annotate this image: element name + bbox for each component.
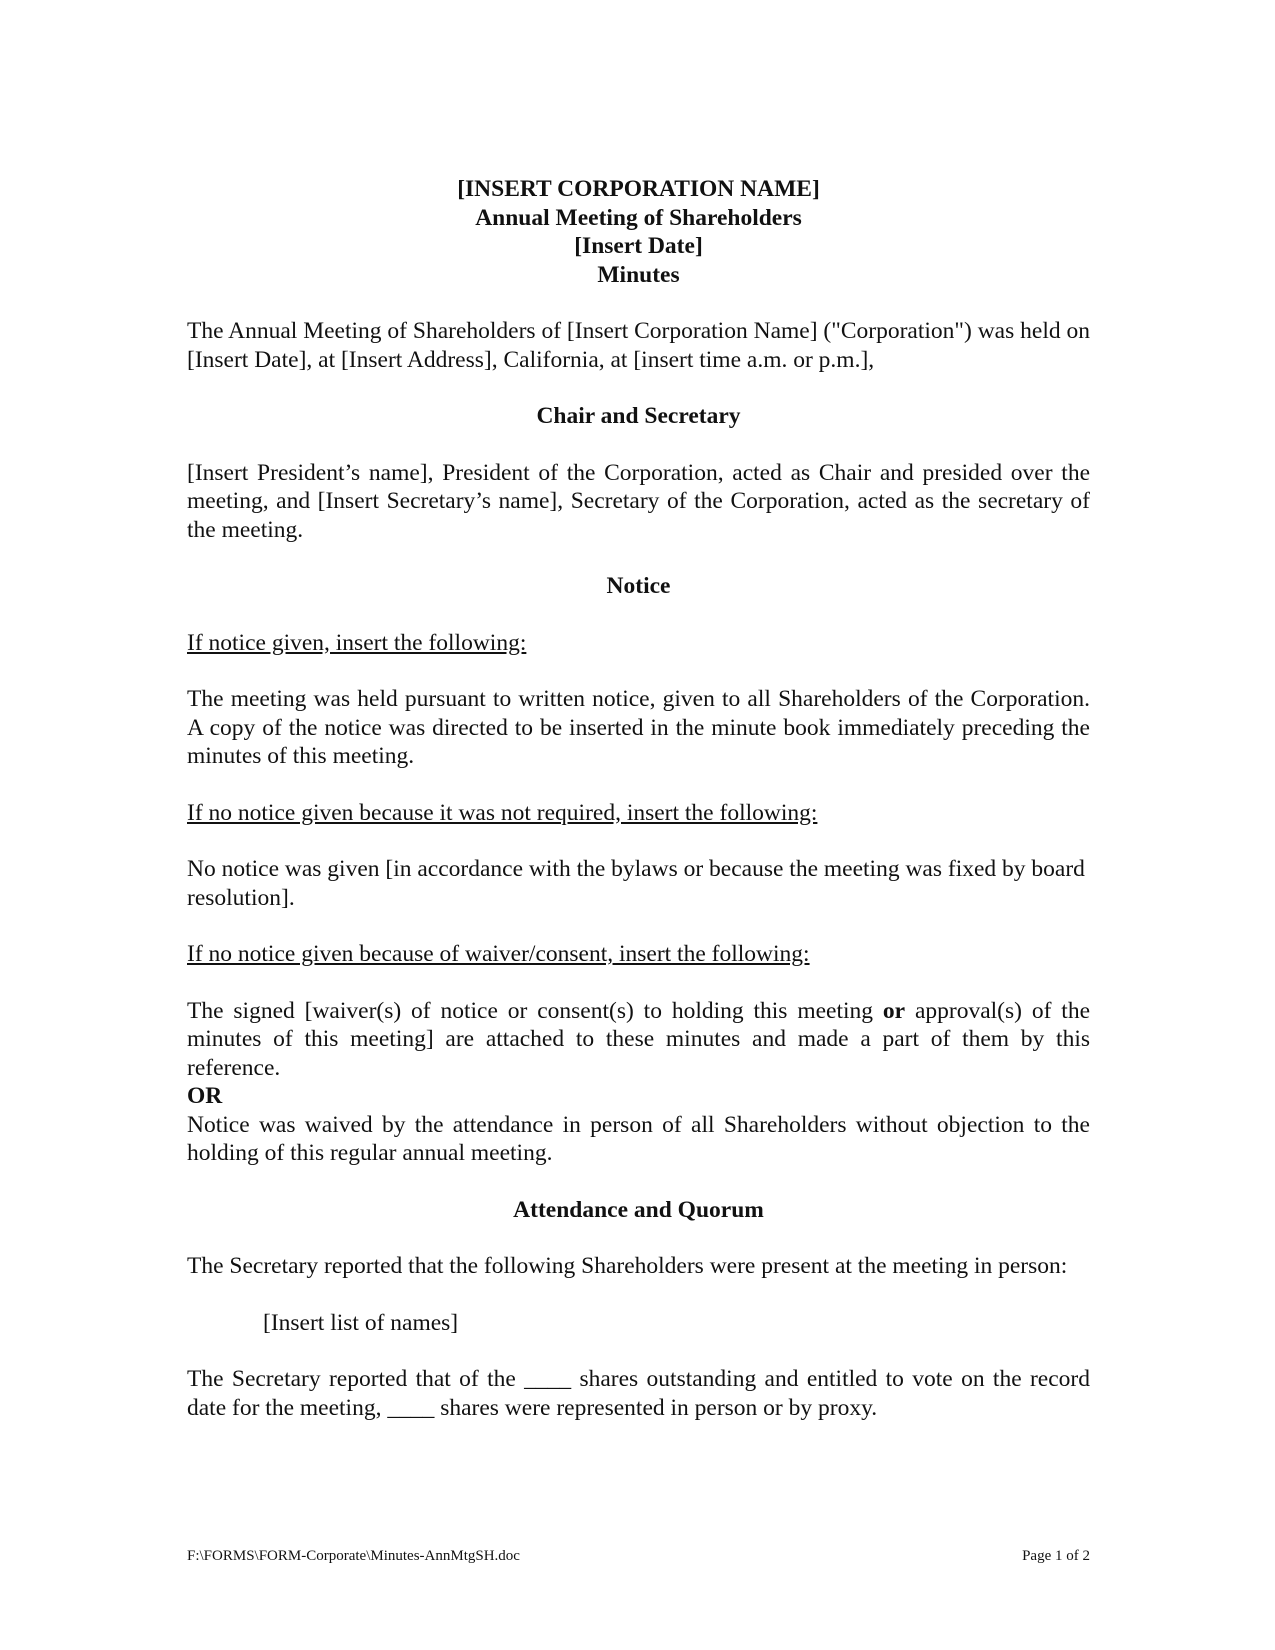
notice-given-instruction: If notice given, insert the following:	[187, 629, 527, 656]
waiver-text-part2: approval(s) of the minutes of this meeting] are attached to these minutes and made a part of them by this reference.	[187, 997, 1090, 1081]
waiver-text-or: or	[882, 997, 906, 1024]
notice-waiver-paragraph	[187, 997, 1090, 1083]
attendance-shares-paragraph: The Secretary reported that of the ____ shares outstanding and entitled to vote on the record date for the meeting, ____ shares were represented in person or by proxy.	[187, 1366, 1090, 1421]
notice-waived-paragraph: Notice was waived by the attendance in person of all Shareholders without objection to the holding of this regular annual meeting.	[187, 1111, 1090, 1166]
meeting-date: [Insert Date]	[574, 233, 703, 259]
notice-not-required-paragraph: No notice was given [in accordance with the bylaws or because the meeting was fixed by board resolution].	[187, 856, 1085, 911]
corporation-name: [INSERT CORPORATION NAME]	[457, 176, 820, 202]
waiver-text-part1: The signed [waiver(s) of notice or consent(s) to holding this meeting	[187, 997, 883, 1024]
meeting-title: Annual Meeting of Shareholders	[475, 204, 802, 231]
intro-paragraph: The Annual Meeting of Shareholders of [Insert Corporation Name] ("Corporation") was held on [Insert Date], at [Insert Address], California, at [insert time a.m. or p.m.],	[187, 318, 1090, 373]
attendance-heading: Attendance and Quorum	[513, 1196, 764, 1223]
chair-paragraph: [Insert President’s name], President of the Corporation, acted as Chair and presided over the meeting, and [Insert Secretary’s name], Secretary of the Corporation, acted as the secretary of the meeting.	[187, 459, 1090, 543]
names-placeholder: [Insert list of names]	[263, 1309, 459, 1336]
document-type: Minutes	[597, 261, 680, 288]
notice-waiver-instruction: If no notice given because of waiver/consent, insert the following:	[187, 941, 810, 967]
footer-page-number: Page 1 of 2	[1022, 1548, 1090, 1564]
notice-heading: Notice	[606, 573, 671, 599]
attendance-present-paragraph: The Secretary reported that the following Shareholders were present at the meeting in person:	[187, 1253, 1068, 1279]
notice-not-required-instruction: If no notice given because it was not required, insert the following:	[187, 799, 818, 826]
document-page	[187, 175, 1090, 1450]
footer-file-path: F:\FORMS\FORM-Corporate\Minutes-AnnMtgSH.doc	[187, 1548, 520, 1564]
title-block	[187, 175, 1090, 289]
or-label: OR	[187, 1083, 223, 1109]
notice-given-paragraph: The meeting was held pursuant to written notice, given to all Shareholders of the Corporation. A copy of the notice was directed to be inserted in the minute book immediately preceding the minutes of this meeting.	[187, 686, 1090, 769]
chair-heading: Chair and Secretary	[536, 403, 741, 429]
